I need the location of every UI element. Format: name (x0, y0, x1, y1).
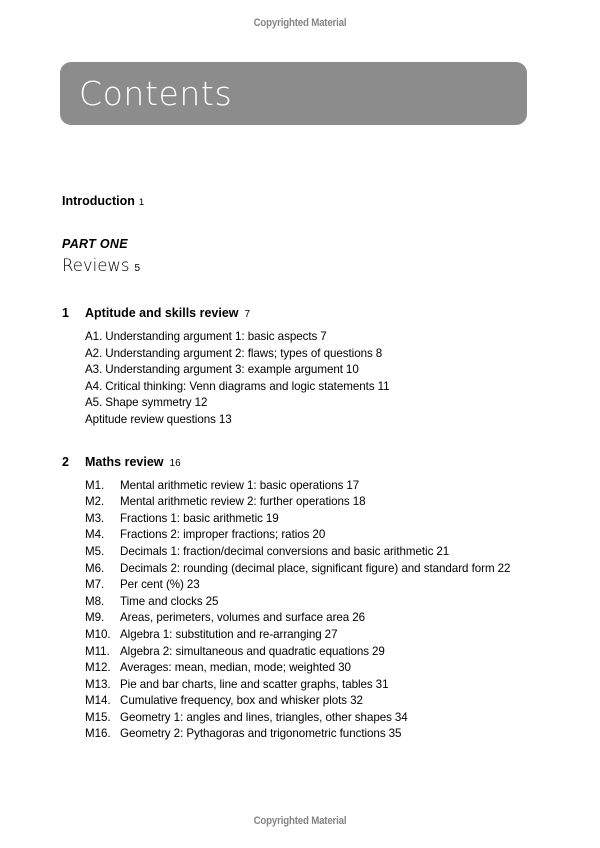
toc-entry-label: A4. (85, 379, 103, 393)
toc-entry-title: Geometry 2: Pythagoras and trigonometric functions (120, 727, 386, 741)
toc-entry[interactable] (85, 362, 532, 379)
toc-entry-introduction[interactable] (62, 193, 532, 211)
toc-entry-page: 29 (372, 644, 385, 658)
toc-entry-text (120, 561, 532, 578)
toc-entry-page: 19 (265, 511, 279, 525)
toc-entry-label: M16. (85, 727, 111, 741)
toc-entry-text (120, 494, 532, 511)
part-title-page: 5 (134, 263, 141, 274)
toc-chapter (62, 305, 532, 429)
toc-entry-text (120, 527, 532, 544)
toc-entry-page: 25 (205, 594, 219, 608)
toc-chapter-heading[interactable] (62, 454, 532, 472)
toc-entry-text (120, 644, 532, 661)
toc-entry-page: 31 (375, 677, 389, 691)
toc-entry-label: M5. (85, 544, 105, 558)
toc-entry-label: A1. (85, 330, 103, 343)
toc-entry[interactable] (85, 544, 532, 561)
toc-chapter-number: 1 (62, 306, 69, 320)
toc-entry-text (120, 610, 532, 627)
toc-entry-title: Mental arithmetic review 2: further operations (120, 495, 350, 509)
toc-entry-page: 26 (352, 611, 365, 625)
toc-entry[interactable] (85, 346, 532, 363)
toc-entry-page: 12 (194, 396, 208, 410)
toc-entry[interactable] (85, 527, 532, 544)
toc-entry-page: 1 (138, 197, 145, 208)
toc-entry-text (120, 677, 532, 694)
toc-entry-title: Decimals 2: rounding (decimal place, significant figure) and standard form (120, 561, 495, 575)
toc-entry-page: 7 (320, 330, 327, 343)
toc-entry-text (120, 726, 532, 743)
toc-entry-page: 20 (312, 528, 326, 542)
toc-entry-title: Areas, perimeters, volumes and surface area (120, 611, 350, 625)
part-label: PART ONE (62, 237, 128, 251)
toc-entry[interactable] (85, 329, 532, 346)
toc-entry-page: 8 (375, 346, 383, 360)
toc-entry-label: A3. (85, 363, 103, 377)
toc-entry[interactable] (85, 412, 532, 429)
toc-entry-title: Per cent (%) (120, 578, 184, 592)
toc-entry-text (120, 511, 532, 528)
toc-entry-label: A2. (85, 346, 103, 360)
part-title[interactable] (62, 255, 532, 280)
toc-entry-title: Geometry 1: angles and lines, triangles, other shapes (120, 710, 392, 724)
toc-entry-page: 21 (436, 544, 450, 558)
toc-entry-label: M4. (85, 528, 105, 542)
copyright-watermark-bottom: Copyrighted Material (253, 815, 347, 827)
toc-entry-label: M9. (85, 611, 105, 625)
toc-chapter-page: 7 (244, 309, 251, 320)
toc-entry-label: M15. (85, 710, 111, 724)
toc-entry[interactable] (85, 610, 532, 627)
toc-entry-label: M1. (85, 478, 105, 492)
toc-entry-label: M7. (85, 578, 105, 592)
toc-entry-label: A5. (85, 396, 103, 410)
part-title-text: Reviews (62, 256, 130, 275)
toc-entry-page: 34 (394, 710, 408, 724)
chapter-list (62, 305, 532, 743)
table-of-contents (62, 193, 532, 743)
toc-entry-page: 32 (350, 694, 363, 708)
contents-title-banner (60, 62, 527, 125)
toc-entry[interactable] (85, 644, 532, 661)
toc-entry-label: Introduction (62, 194, 135, 208)
toc-entry-label: M2. (85, 495, 105, 509)
toc-entry-text (120, 660, 532, 677)
toc-entry-title: Understanding argument 1: basic aspects (105, 330, 318, 343)
toc-chapter-title: Aptitude and skills review (85, 306, 239, 320)
toc-entry-title: Understanding argument 3: example argument (105, 363, 343, 377)
toc-entry-list (62, 329, 532, 429)
toc-entry-page: 18 (352, 495, 366, 509)
toc-entry-page: 23 (186, 578, 200, 592)
toc-entry[interactable] (85, 577, 532, 594)
toc-part-one (62, 236, 532, 280)
copyright-watermark-top: Copyrighted Material (253, 17, 347, 29)
toc-entry-text (120, 627, 532, 644)
toc-entry-title: Averages: mean, median, mode; weighted (120, 661, 336, 675)
toc-entry-page: 11 (377, 379, 390, 393)
toc-entry[interactable] (85, 677, 532, 694)
toc-entry-text (120, 710, 532, 727)
toc-entry[interactable] (85, 478, 532, 495)
toc-entry-label: M6. (85, 561, 105, 575)
toc-entry-title: Fractions 2: improper fractions; ratios (120, 528, 310, 542)
toc-entry-title: Fractions 1: basic arithmetic (120, 511, 263, 525)
toc-entry-page: 35 (388, 727, 402, 741)
toc-entry-page: 10 (345, 363, 359, 377)
toc-entry-title: Cumulative frequency, box and whisker plots (120, 694, 348, 708)
toc-entry-page: 22 (497, 561, 511, 575)
toc-entry-list (62, 478, 532, 744)
toc-entry-title: Aptitude review questions (85, 412, 216, 426)
toc-entry[interactable] (85, 693, 532, 710)
toc-entry-label: M14. (85, 694, 111, 708)
toc-entry-text (120, 577, 532, 594)
toc-entry-page: 30 (338, 661, 351, 675)
toc-entry[interactable] (85, 511, 532, 528)
toc-entry[interactable] (85, 726, 532, 743)
toc-entry[interactable] (85, 627, 532, 644)
toc-entry-label: M8. (85, 594, 105, 608)
toc-entry[interactable] (85, 660, 532, 677)
toc-chapter-title: Maths review (85, 454, 164, 469)
toc-entry-title: Decimals 1: fraction/decimal conversions and basic arithmetic (120, 544, 434, 558)
toc-chapter-number: 2 (62, 454, 69, 469)
toc-entry-title: Understanding argument 2: flaws; types of questions (105, 346, 373, 360)
toc-entry-label: M10. (85, 627, 111, 641)
toc-entry-title: Shape symmetry (105, 396, 192, 410)
toc-entry[interactable] (85, 710, 532, 727)
toc-entry-title: Pie and bar charts, line and scatter graphs, tables (120, 677, 373, 691)
toc-entry-text (120, 478, 532, 495)
toc-entry-title: Critical thinking: Venn diagrams and logic statements (105, 379, 375, 393)
toc-entry-label: M11. (85, 644, 110, 658)
toc-entry-title: Algebra 2: simultaneous and quadratic equations (120, 644, 370, 658)
toc-entry-title: Algebra 1: substitution and re-arranging (120, 627, 322, 641)
toc-entry-label: M3. (85, 511, 105, 525)
toc-entry-label: M12. (85, 661, 111, 675)
toc-entry[interactable] (85, 494, 532, 511)
toc-entry-page: 17 (346, 478, 360, 492)
toc-entry[interactable] (85, 395, 532, 412)
toc-chapter (62, 454, 532, 744)
page-title: Contents (79, 74, 233, 113)
toc-entry[interactable] (85, 561, 532, 578)
toc-entry[interactable] (85, 594, 532, 611)
toc-chapter-heading[interactable] (62, 305, 532, 323)
toc-chapter-page: 16 (169, 457, 181, 469)
toc-entry-title: Time and clocks (120, 594, 203, 608)
toc-entry-text (120, 544, 532, 561)
toc-entry-text (120, 693, 532, 710)
toc-entry[interactable] (85, 379, 532, 396)
toc-entry-page: 13 (218, 412, 232, 426)
toc-entry-page: 27 (324, 627, 338, 641)
toc-entry-label: M13. (85, 677, 111, 691)
toc-entry-text (120, 594, 532, 611)
toc-entry-title: Mental arithmetic review 1: basic operations (120, 478, 344, 492)
